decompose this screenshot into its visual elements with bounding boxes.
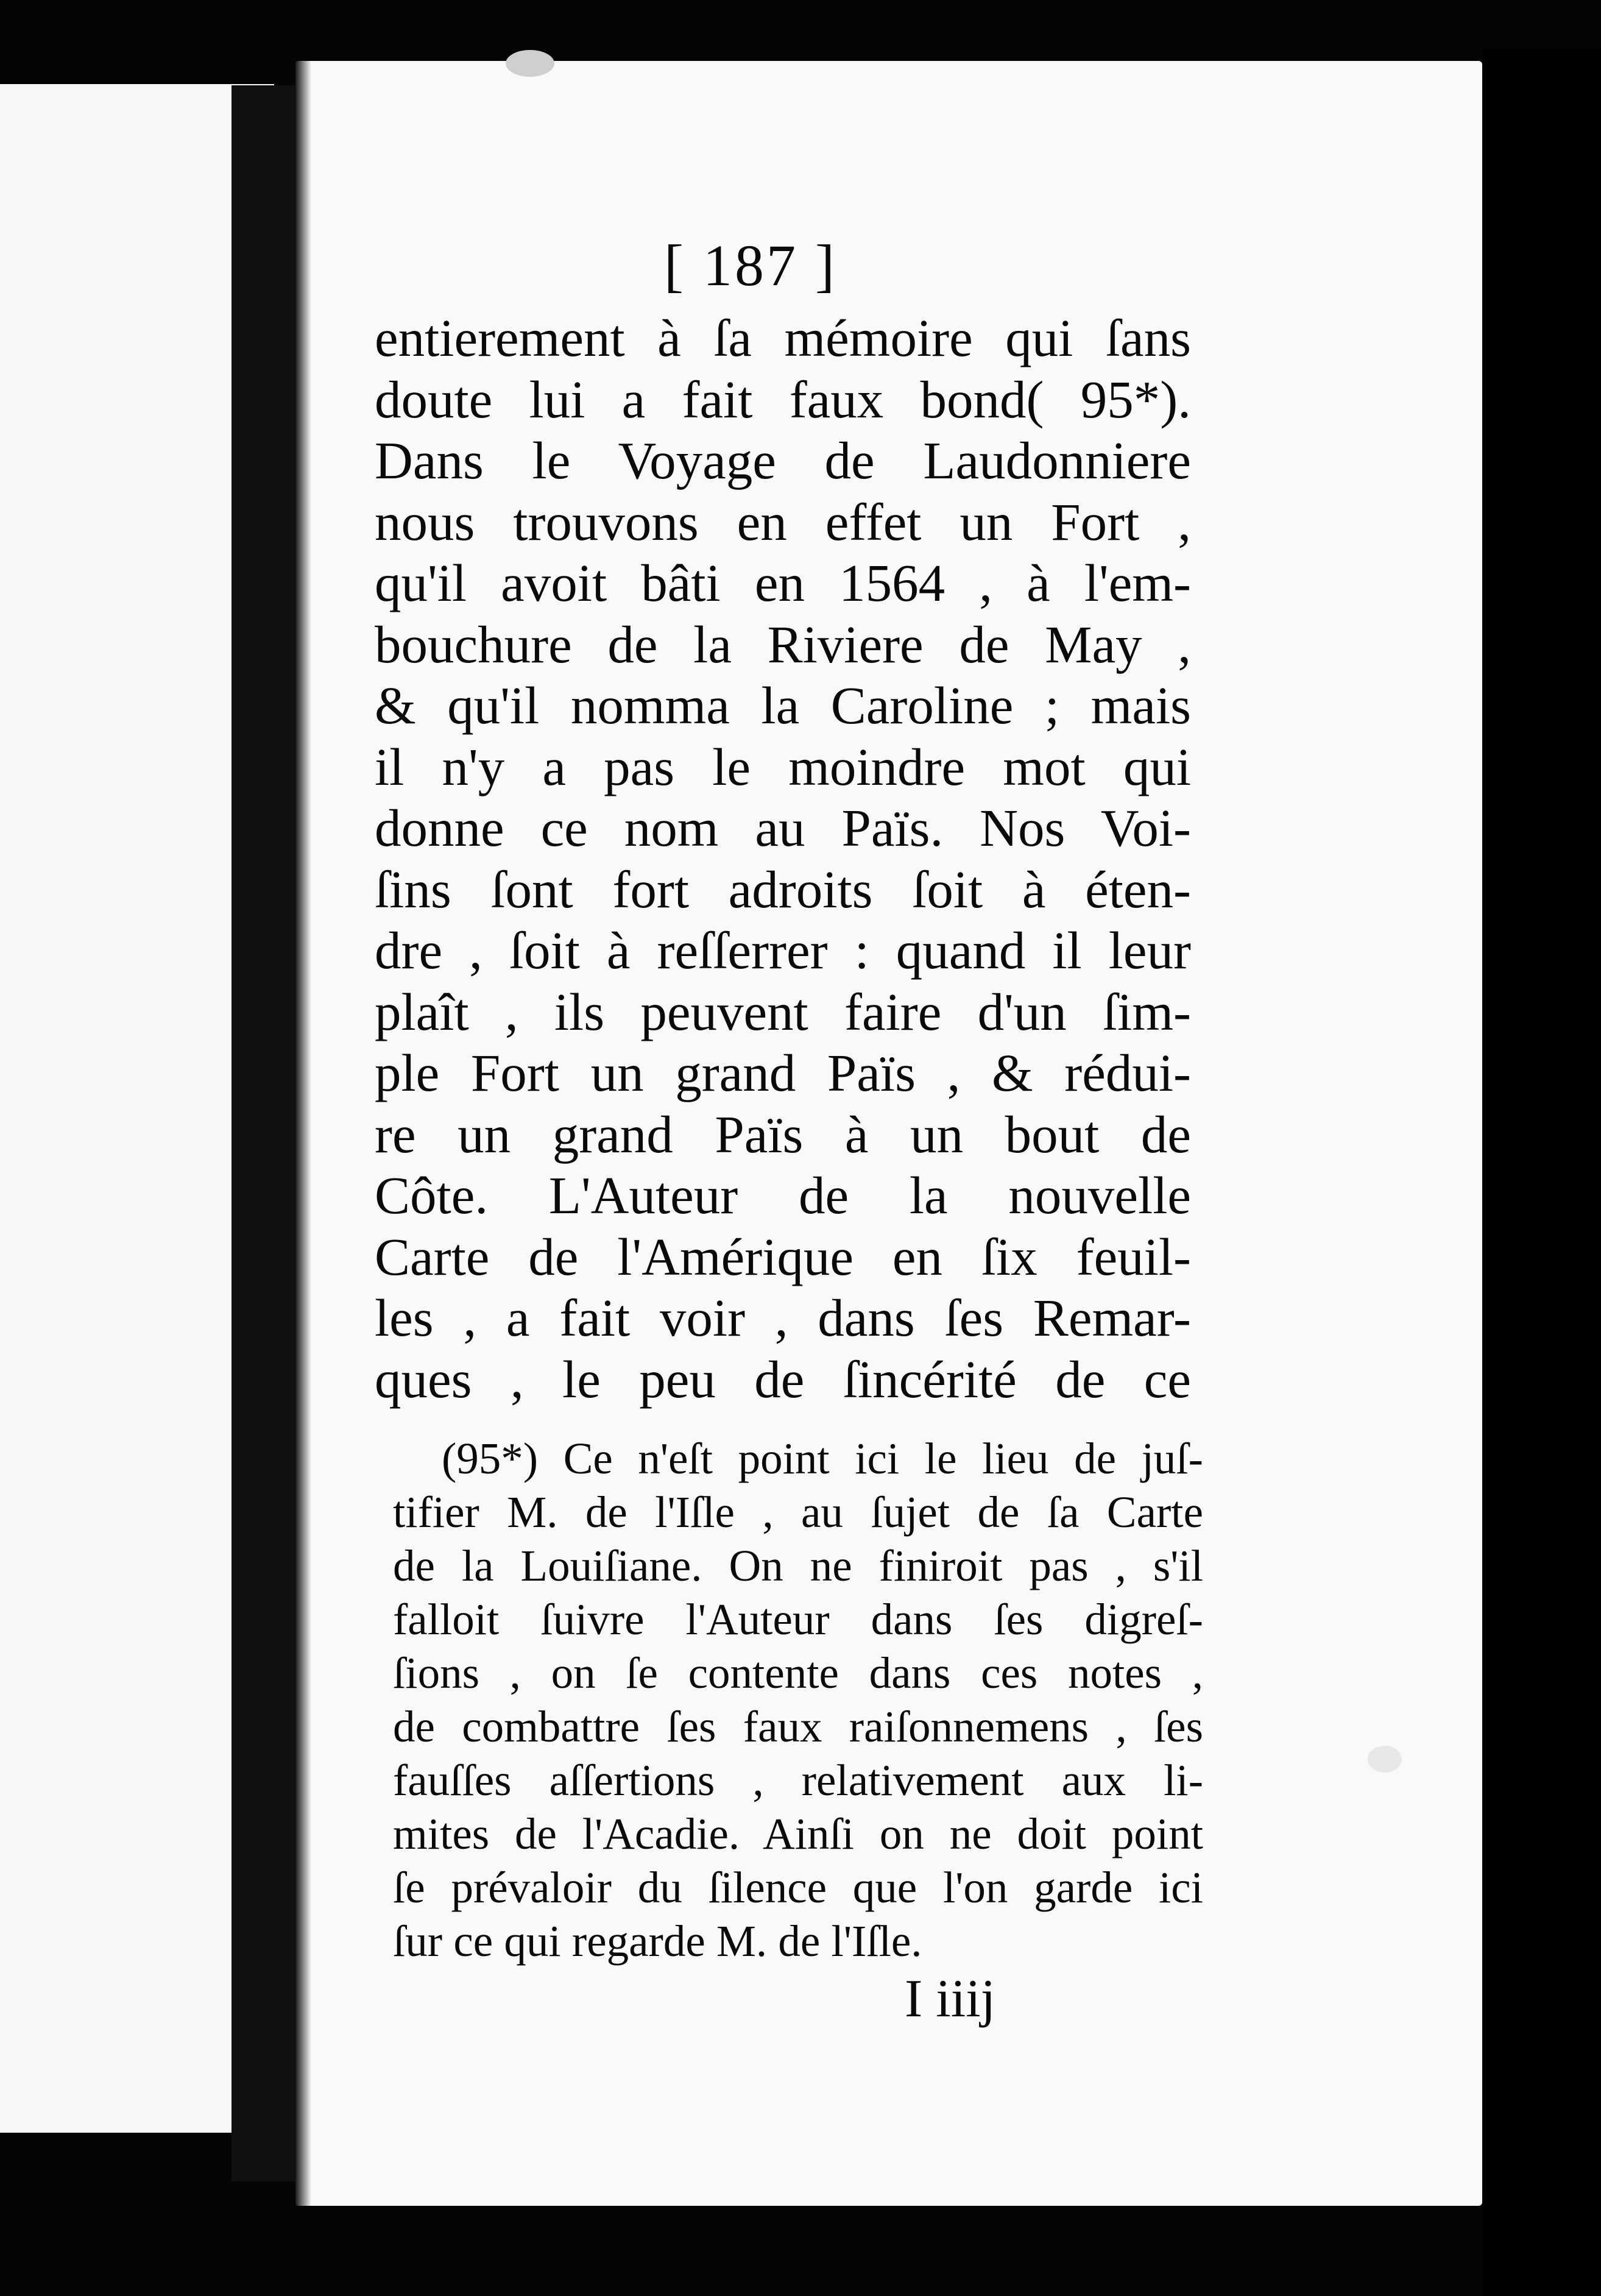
- footnote-line: de combattre ſes faux raiſonnemens , ſes: [393, 1702, 1203, 1751]
- footnote-line: tifier M. de l'Iſle , au ſujet de ſa Carte: [393, 1487, 1203, 1537]
- body-text-line: Carte de l'Amérique en ſix feuil-: [375, 1227, 1191, 1286]
- body-text-line: entierement à ſa mémoire qui ſans: [375, 308, 1191, 367]
- body-text-line: ques , le peu de ſincérité de ce: [375, 1349, 1191, 1409]
- page-edge-shadow: [295, 61, 311, 2206]
- page-number: [ 187 ]: [664, 233, 837, 298]
- body-text-line: ſins ſont fort adroits ſoit à éten-: [375, 859, 1191, 919]
- body-text-line: nous trouvons en effet un Fort ,: [375, 492, 1191, 551]
- footnote-line: mites de l'Acadie. Ainſi on ne doit point: [393, 1809, 1203, 1858]
- body-text-line: bouchure de la Riviere de May ,: [375, 614, 1191, 674]
- body-text-line: doute lui a fait faux bond( 95*).: [375, 369, 1191, 429]
- footnote-line: ſions , on ſe contente dans ces notes ,: [393, 1648, 1203, 1698]
- footnote-line: (95*) Ce n'eſt point ici le lieu de juſ-: [442, 1434, 1203, 1483]
- body-text-line: plaît , ils peuvent faire d'un ſim-: [375, 982, 1191, 1041]
- body-text-line: & qu'il nomma la Caroline ; mais: [375, 676, 1191, 735]
- body-text-line: il n'y a pas le moindre mot qui: [375, 737, 1191, 796]
- main-text-block: [375, 308, 1191, 1410]
- footnote-line: ſur ce qui regarde M. de l'Iſle.: [393, 1916, 922, 1966]
- signature-mark: I iiij: [905, 1969, 996, 2028]
- paper-blemish: [1368, 1746, 1402, 1773]
- body-text-line: Côte. L'Auteur de la nouvelle: [375, 1166, 1191, 1225]
- body-text-line: re un grand Païs à un bout de: [375, 1104, 1191, 1164]
- body-text-line: Dans le Voyage de Laudonniere: [375, 431, 1191, 490]
- scan-background-edge: [1482, 49, 1601, 2296]
- footnote-block: [393, 1432, 1203, 1968]
- body-text-line: ple Fort un grand Païs , & rédui-: [375, 1043, 1191, 1102]
- body-text-line: les , a fait voir , dans ſes Remar-: [375, 1288, 1191, 1347]
- body-text-line: donne ce nom au Païs. Nos Voi-: [375, 798, 1191, 857]
- paper-blemish: [506, 50, 554, 77]
- body-text-line: qu'il avoit bâti en 1564 , à l'em-: [375, 553, 1191, 612]
- body-text-line: dre , ſoit à reſſerrer : quand il leur: [375, 921, 1191, 980]
- footnote-line: falloit ſuivre l'Auteur dans ſes digreſ-: [393, 1595, 1203, 1644]
- footnote-line: ſe prévaloir du ſilence que l'on garde ici: [393, 1863, 1203, 1912]
- footnote-line: fauſſes aſſertions , relativement aux li-: [393, 1756, 1203, 1805]
- footnote-line: de la Louiſiane. On ne finiroit pas , s'il: [393, 1541, 1203, 1590]
